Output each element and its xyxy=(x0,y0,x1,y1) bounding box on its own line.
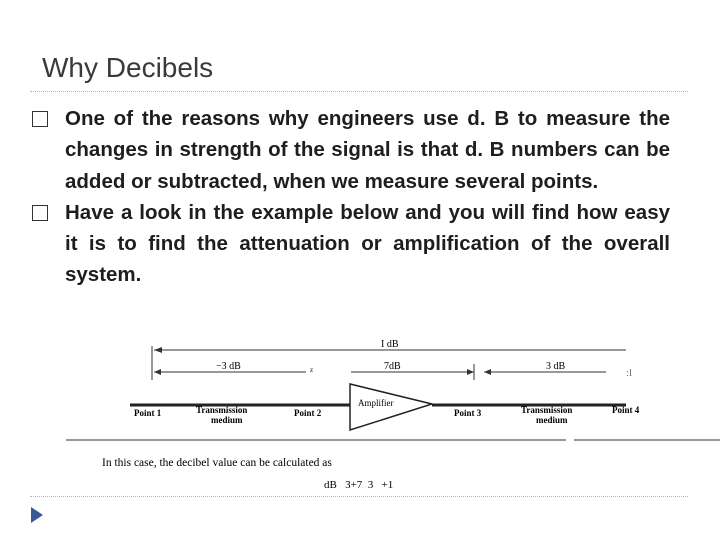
segment3-label: 3 dB xyxy=(546,361,566,372)
point1-label: Point 1 xyxy=(134,408,162,418)
small-mark: z xyxy=(310,366,314,374)
point2-label: Point 2 xyxy=(294,408,322,418)
figure-caption: In this case, the decibel value can be calculated as xyxy=(102,457,332,469)
medium1-label-line1: Transmission xyxy=(196,405,248,415)
bullet-item xyxy=(30,197,670,291)
bullet-text: Have a look in the example below and you will find how easy it is to find the attenuation or amplification of the overall system. xyxy=(65,200,670,287)
bullet-box-icon xyxy=(32,111,48,127)
total-arrow-head xyxy=(154,347,162,353)
figure-formula: dB 3+7 3 +1 xyxy=(324,479,394,491)
diagram-svg xyxy=(66,332,720,494)
medium1-label-line2: medium xyxy=(211,415,243,425)
total-label: I dB xyxy=(381,339,399,350)
footer-divider xyxy=(30,496,688,497)
faint-mark: :l xyxy=(626,367,633,379)
point3-label: Point 3 xyxy=(454,408,482,418)
segment2-arrow-head xyxy=(467,369,474,375)
segment3-arrow-head xyxy=(484,369,491,375)
triangle-arrow-icon xyxy=(30,505,44,525)
segment2-label: 7dB xyxy=(384,361,401,372)
segment1-arrow-head xyxy=(154,369,161,375)
amplifier-diagram xyxy=(66,332,720,494)
bullet-list xyxy=(30,103,670,291)
bullet-text: One of the reasons why engineers use d. B to measure the changes in strength of the signal is that d. B numbers can be added or subtracted, when we measure several points. xyxy=(65,107,670,193)
slide-title: Why Decibels xyxy=(42,52,214,83)
segment1-label: −3 dB xyxy=(216,361,241,372)
bullet-box-icon xyxy=(32,205,48,221)
medium2-label-line1: Transmission xyxy=(521,405,573,415)
point4-label: Point 4 xyxy=(612,405,640,415)
medium2-label-line2: medium xyxy=(536,415,568,425)
bullet-item xyxy=(30,103,670,197)
title-divider xyxy=(30,91,688,92)
amplifier-label: Amplifier xyxy=(358,398,394,408)
